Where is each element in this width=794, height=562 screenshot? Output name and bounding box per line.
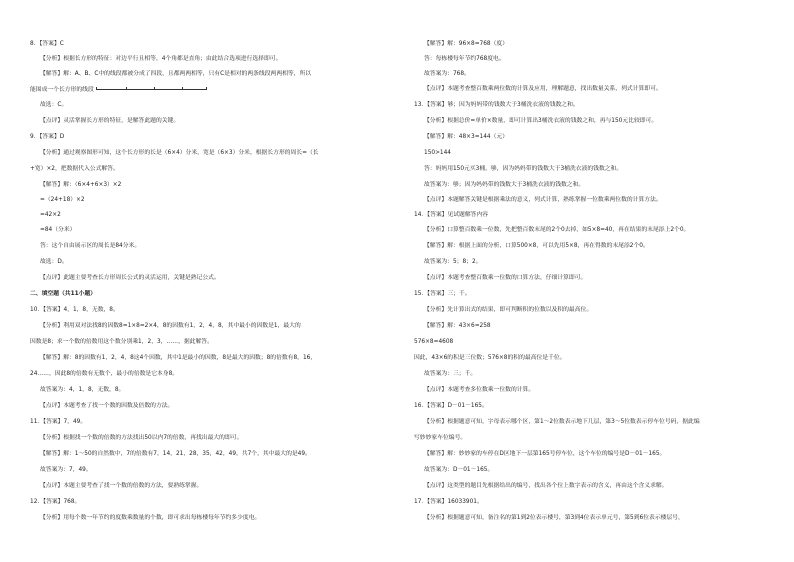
line-text: 13．【答案】够；因为妈妈带的钱数大于3桶洗衣液的钱数之和。 [414, 102, 579, 108]
text-line [414, 434, 770, 442]
line-text: 【分析】先计算出式的结果，即可判断积的位数以及积的最高位。 [424, 307, 593, 313]
line-text: 14．【答案】见试题解答内容 [414, 212, 489, 218]
line-text: 【解答】解：1～50的自然数中，7的倍数有7，14，21，28，35，42，49，共7个，其中最大的是49。 [40, 451, 311, 457]
line-text: 【解答】解：96×8=768（度） [424, 41, 509, 47]
line-text: 二、填空题（共11小题） [30, 291, 97, 297]
line-text: 24……，因此8的倍数有无数个，最小的倍数是它本身8。 [30, 371, 179, 377]
text-line [424, 482, 770, 490]
line-text: 能围成一个长方形的线段 [30, 87, 94, 93]
text-line [424, 40, 770, 48]
text-line [424, 418, 770, 426]
text-line [424, 117, 770, 125]
text-line [30, 338, 386, 346]
right-column [414, 0, 770, 562]
text-line [40, 211, 386, 219]
line-text: 【解答】解：48×3=144（元） [424, 134, 509, 140]
line-text: 【解答】解：妙妙家的车停在D区地下一层第165号停车位，这个车位的编号是D－01－165。 [424, 451, 666, 457]
section-heading [30, 290, 386, 298]
text-line [40, 450, 386, 458]
text-line [424, 450, 770, 458]
line-text: =42×2 [40, 212, 61, 218]
line-text: 【分析】利用双对法找8的因数8=1×8=2×4，8的因数有1，2，4，8，其中最小的因数是1，最大的 [40, 323, 301, 329]
line-text: +宽）×2，把数据代入公式解答。 [30, 166, 119, 172]
text-line [40, 354, 386, 362]
text-line [424, 85, 770, 93]
line-text: 【解答】解：（6×4+6×3）×2 [40, 182, 122, 188]
line-text: 故答案为：三；千。 [424, 371, 477, 377]
text-line [40, 402, 386, 410]
line-text: 150>144 [424, 150, 451, 156]
text-line [424, 55, 770, 63]
line-text: 17．【答案】16033901。 [414, 499, 483, 505]
text-line [424, 514, 770, 522]
text-line [414, 498, 770, 506]
line-text: 【点评】本题考查多位数乘一位数的计算。 [424, 387, 535, 393]
line-text: 【分析】根据题意可知，字母表示哪个区，第1～2位数表示地下几层，第3～5位数表示停车位号码，据此编 [424, 419, 700, 425]
text-line [424, 306, 770, 314]
line-text: 【分析】口算整百数乘一位数，先把整百数末尾的2个0去掉，如5×8=40，再在结果的末尾添上2个0。 [424, 227, 690, 233]
line-text: 故答案为：够；因为妈妈带的钱数大于3桶洗衣液的钱数之和。 [424, 182, 585, 188]
text-line [30, 306, 386, 314]
text-line [40, 466, 386, 474]
text-line [40, 196, 386, 204]
line-text: 9．【答案】D [30, 134, 65, 140]
line-text: 【点评】本题考查整百数乘一位数的口算方法，仔细计算即可。 [424, 275, 587, 281]
text-line [414, 354, 770, 362]
line-text: 故答案为：D－01－165。 [424, 467, 494, 473]
text-line [424, 274, 770, 282]
line-text: 15．【答案】三；千。 [414, 291, 471, 297]
text-line [40, 386, 386, 394]
line-text: 因数是8；求一个数的倍数用这个数分别乘1，2，3，……，据此解答。 [30, 339, 213, 345]
line-text: 8．【答案】C [30, 41, 64, 47]
text-line [40, 274, 386, 282]
text-line [424, 196, 770, 204]
text-line [424, 386, 770, 394]
text-line [40, 149, 386, 157]
line-text: 因此，43×6的积是三位数；576×8的积的最高位是千位。 [414, 355, 566, 361]
left-column [30, 0, 386, 562]
text-line [424, 181, 770, 189]
line-text: 答：这个自由展示区的周长是84分米。 [40, 243, 141, 249]
line-text: 10．【答案】4，1，8，无数，8。 [30, 307, 119, 313]
line-text: 答：妈妈用150元买3桶，够，因为妈妈带的钱数大于3桶洗衣液的钱数之和。 [424, 166, 623, 172]
line-text: 【分析】根据题意可知，备注名的第1到2位表示楼号，第3到4位表示单元号，第5到6位表示楼层号， [424, 515, 684, 521]
line-text: 【解答】解：A、B、C中的线段都被分成了四段，且都两两相等，只有C是相对的两条线段两两相等，所以 [40, 71, 312, 77]
line-text: 【点评】灵活掌握长方形的特征，是解答此题的关键。 [40, 118, 180, 124]
line-text: 【点评】本题考查了找一个数的因数及倍数的方法。 [40, 403, 174, 409]
text-line [424, 258, 770, 266]
text-line [424, 70, 770, 78]
line-text: 故选：C。 [40, 102, 68, 108]
text-line [414, 101, 770, 109]
text-line [30, 85, 386, 94]
line-text: 【分析】通过观察图形可知，这个长方形的长是（6×4）分米，宽是（6×3）分米，根据长方形的周长=（长 [40, 150, 319, 156]
text-line [30, 418, 386, 426]
line-text: 【解答】解：43×6=258 [424, 323, 491, 329]
text-line [414, 338, 770, 346]
line-text: 答：每栋楼每年节约768度电。 [424, 56, 505, 62]
text-line [40, 514, 386, 522]
line-text: 故答案为：4，1，8，无数，8。 [40, 387, 125, 393]
line-text: 故答案为：768。 [424, 71, 470, 77]
text-line [30, 133, 386, 141]
line-text: 【解答】解：根据上面的分析，口算500×8，可以先用5×8，再在得数的末尾添2个0。 [424, 243, 649, 249]
line-text: 【解答】解：8的因数有1，2，4，8这4个因数，其中1是最小的因数，8是最大的因数；8的倍数有8，16， [40, 355, 317, 361]
text-line [40, 101, 386, 109]
text-line [424, 165, 770, 173]
text-line [414, 290, 770, 298]
text-line [40, 434, 386, 442]
text-line [40, 242, 386, 250]
line-text: 【分析】根据找一个数的倍数的方法找出50以内7的倍数，再找出最大的即可。 [40, 435, 243, 441]
line-text: 11．【答案】7，49。 [30, 419, 87, 425]
line-text: 【点评】这类型的题目先根据给出的编号，找出各个位上数字表示的含义，再由这个含义求解。 [424, 483, 668, 489]
text-line [414, 211, 770, 219]
line-text: 12．【答案】768。 [30, 499, 81, 505]
line-text: 【分析】用每个数一年节约的度数乘数量的个数，即可求出每栋楼每年节约多少度电。 [40, 515, 261, 521]
text-line [40, 117, 386, 125]
text-line [424, 149, 770, 157]
text-line [30, 165, 386, 173]
text-line [40, 181, 386, 189]
line-text: 【分析】根据长方形的特征：对边平行且相等，4个角都是直角；由此结合选项进行选择即可。 [40, 56, 282, 62]
text-line [424, 242, 770, 250]
text-line [40, 322, 386, 330]
line-text: 故选：D。 [40, 259, 68, 265]
line-text: 【点评】本题解答关键是根据乘法的意义，列式计算，熟练掌握一位数乘两位数的计算方法。 [424, 197, 662, 203]
text-line [424, 133, 770, 141]
text-line [40, 70, 386, 78]
text-line [414, 402, 770, 410]
line-text: 16．【答案】D－01－165。 [414, 403, 488, 409]
text-line [40, 258, 386, 266]
line-text: 【点评】本题主要考查了找一个数的倍数的方法，要熟练掌握。 [40, 483, 203, 489]
segment-line-figure [96, 85, 206, 90]
line-text: 【分析】根据总价=单价×数量，即可计算出3桶洗衣液的钱数之和，再与150元比较即可。 [424, 118, 658, 124]
line-text: 写妙妙家车位编号。 [414, 435, 467, 441]
text-line [30, 498, 386, 506]
text-line [30, 370, 386, 378]
line-text: 576×8=4608 [414, 339, 454, 345]
text-line [40, 55, 386, 63]
text-line [40, 226, 386, 234]
text-line [424, 226, 770, 234]
text-line [424, 370, 770, 378]
text-line [30, 40, 386, 48]
line-text: =（24+18）×2 [40, 197, 85, 203]
line-text: =84（分米） [40, 227, 76, 233]
line-text: 【点评】本题考查整百数乘两位数的计算及应用，理解题意，找出数量关系，列式计算即可。 [424, 86, 662, 92]
line-text: 故答案为：5；8；2。 [424, 259, 482, 265]
line-text: 【点评】此题主要考查长方形周长公式的灵活运用，关键是熟记公式。 [40, 275, 220, 281]
text-line [424, 322, 770, 330]
line-text: 故答案为：7，49。 [40, 467, 92, 473]
text-line [40, 482, 386, 490]
text-line [424, 466, 770, 474]
